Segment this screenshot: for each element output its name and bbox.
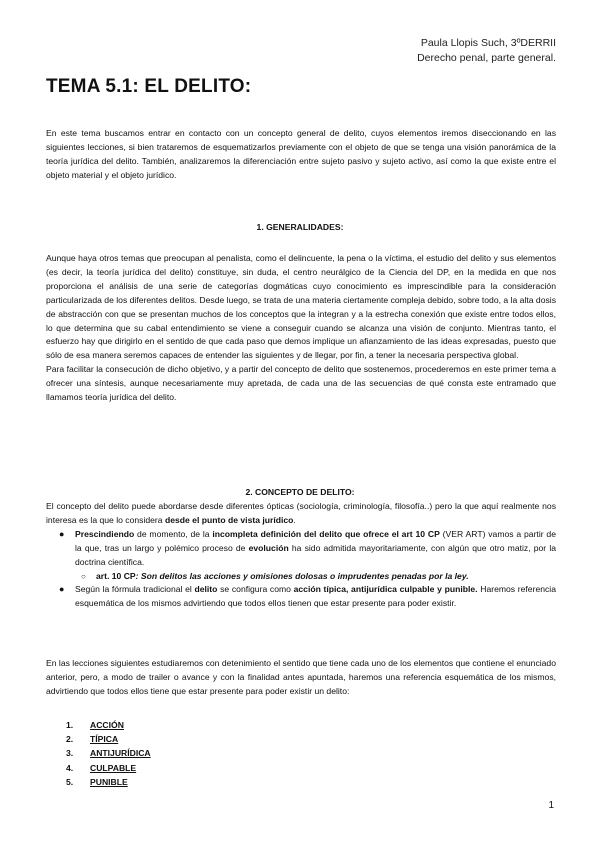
bullet1-bold-3: evolución bbox=[248, 542, 289, 553]
header-author: Paula Llopis Such, 3ºDERRII bbox=[420, 37, 556, 49]
bullet1-text-2: (VER ART) vamos a partir de la que, tras un largo y polémico proceso de bbox=[75, 528, 556, 553]
concepto-text-a: El concepto del delito puede abordarse desde diferentes ópticas (sociología, criminología, filosofía..) pero la que aquí realmente nos interesa es la que lo considera bbox=[46, 501, 556, 525]
sub-bullet-art10 bbox=[75, 570, 556, 584]
list-item-label: PUNIBLE bbox=[90, 776, 128, 787]
bullet-item-formula bbox=[46, 583, 556, 611]
section-heading-generalidades: 1. GENERALIDADES: bbox=[256, 222, 344, 232]
list-item-number: 4. bbox=[66, 762, 74, 773]
page-title: TEMA 5.1: EL DELITO: bbox=[46, 76, 252, 97]
sub-bullet-bold: art. 10 CP bbox=[96, 570, 136, 581]
header-subject: Derecho penal, parte general. bbox=[417, 52, 556, 64]
bullet1-bold-1: Prescindiendo bbox=[75, 528, 135, 539]
list-item bbox=[66, 761, 151, 775]
page-header bbox=[417, 36, 556, 66]
bullet1-text-3: ha sido admitida mayoritariamente, con algún que otro matiz, por la doctrina científica. bbox=[75, 542, 557, 567]
bullet2-bold-1: delito bbox=[194, 584, 218, 595]
concepto-text-c: . bbox=[293, 514, 296, 525]
bullet-item-prescindiendo bbox=[46, 528, 556, 584]
intro-text: En este tema buscamos entrar en contacto con un concepto general de delito, cuyos elementos iremos diseccionando en las siguientes lecciones, si bien trataremos de esquematizarlos previamente con el objeto de que se tenga una visión panorámica de la teoría jurídica del delito. También, analizaremos la diferenciación entre sujeto pasivo y sujeto activo, así como la que existe entre el objeto material y el objeto jurídico. bbox=[46, 128, 556, 180]
concepto-paragraph-2-text: En las lecciones siguientes estudiaremos con detenimiento el sentido que tiene cada uno de los elementos que contiene el enunciado anterior, pero, a modo de trailer o avance y con la finalidad antes apuntada, haremos una referencia esquemática de los mismos, advirtiendo que todos ellos tiene que estar presente para poder existir un delito: bbox=[46, 658, 556, 696]
list-item-label: TÍPICA bbox=[90, 734, 119, 745]
elements-list bbox=[66, 718, 151, 789]
concepto-bold-jurídico: desde el punto de vista jurídico bbox=[164, 514, 294, 525]
bullet2-bold-2: acción típica, antijurídica culpable y punible. bbox=[293, 584, 478, 595]
list-item-label: ANTIJURÍDICA bbox=[90, 748, 151, 759]
sub-bullet-list bbox=[75, 570, 556, 584]
list-item-number: 1. bbox=[66, 720, 74, 730]
generalidades-body bbox=[46, 252, 556, 405]
hollow-circle-icon: ○ bbox=[81, 571, 86, 581]
bullet1-text-1: de momento, de la bbox=[134, 528, 213, 539]
generalidades-paragraph-2: Para facilitar la consecución de dicho objetivo, y a partir del concepto de delito que sostenemos, procederemos en este primer tema a ofrecer una síntesis, aunque necesariamente muy apretada, de cada una de las secuencias de qué consta este entramado que llamamos teoría jurídica del delito. bbox=[46, 364, 556, 403]
list-item bbox=[66, 775, 151, 789]
list-item-number: 3. bbox=[66, 748, 74, 759]
list-item bbox=[66, 732, 151, 746]
concepto-body bbox=[46, 500, 556, 611]
list-item bbox=[66, 746, 151, 760]
list-item-number: 5. bbox=[66, 776, 74, 787]
concepto-paragraph-1 bbox=[46, 500, 556, 528]
bullet1-bold-2: incompleta definición del delito que ofrece el art 10 CP bbox=[212, 528, 440, 539]
list-item-number: 2. bbox=[66, 734, 74, 745]
intro-paragraph bbox=[46, 127, 556, 183]
bullet2-text-3: Haremos referencia esquemática de los mismos advirtiendo que todos ellos tienen que estar presente para poder existir. bbox=[75, 584, 556, 609]
concepto-paragraph-2 bbox=[46, 657, 556, 699]
sub-bullet-italic: : Son delitos las acciones y omisiones dolosas o imprudentes penadas por la ley. bbox=[135, 570, 469, 581]
page-number: 1 bbox=[548, 800, 554, 811]
bullet2-text-2: se configura como bbox=[217, 584, 294, 595]
bullet-dot-icon: ● bbox=[59, 528, 65, 539]
section-heading-concepto: 2. CONCEPTO DE DELITO: bbox=[245, 487, 355, 497]
generalidades-paragraph-1: Aunque haya otros temas que preocupan al penalista, como el delincuente, la pena o la víctima, el estudio del delito y sus elementos (es decir, la teoría jurídica del delito) constituye, sin duda, el centro neurálgico de la Ciencia del DP, en la medida en que nos proporciona el análisis de una serie de categorías dogmáticas cuyo conocimiento es imprescindible para la consideración particularizada de los diferentes delitos. Desde luego, se trata de una materia ciertamente compleja debido, sobre todo, a la alta dosis de abstracción con que se presentan muchos de los conceptos que la integran y a la estrecha conexión que existe entre todos ellos, lo que determina que su cabal entendimiento se viene a conseguir cuando se alcanza una visión de conjunto. Mientras tanto, el esfuerzo hay que dirigirlo en el sentido de que cada paso que demos implique un afianzamiento de las ideas expresadas, puesto que sólo de esa manera seremos capaces de entender las siguientes y de llegar, por fin, a tener la necesaria perspectiva global. bbox=[46, 253, 556, 361]
list-item-label: ACCIÓN bbox=[90, 720, 124, 730]
bullet-dot-icon: ● bbox=[59, 584, 65, 595]
list-item-label: CULPABLE bbox=[90, 762, 137, 773]
list-item bbox=[66, 718, 151, 732]
bullet2-text-1: Según la fórmula tradicional el bbox=[75, 584, 195, 595]
concepto-bullet-list bbox=[46, 528, 556, 611]
